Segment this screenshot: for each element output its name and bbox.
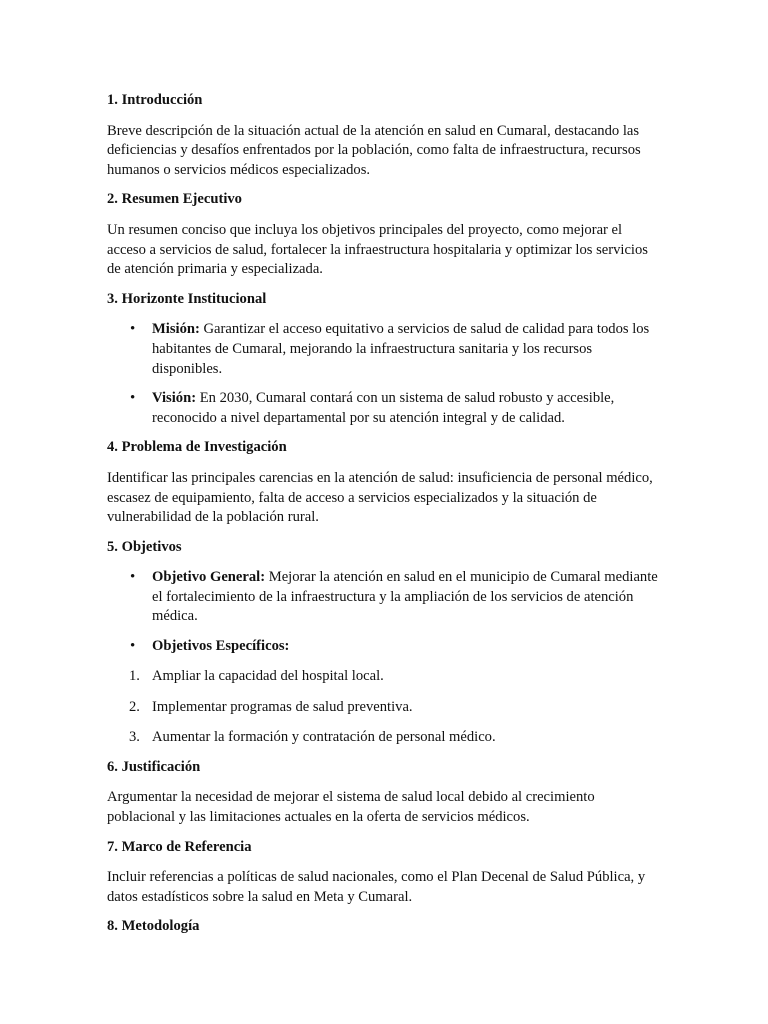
objetivos-bullet-list [107,568,662,748]
item-text: Ampliar la capacidad del hospital local. [152,668,384,685]
section-heading-justificacion: 6. Justificación [107,758,201,775]
section-text-justificacion: Argumentar la necesidad de mejorar el sistema de salud local debido al crecimiento poblacional y las limitaciones actuales en la oferta de servicios médicos. [107,789,595,826]
section-heading-horizonte-institucional: 3. Horizonte Institucional [107,290,267,307]
bullet-item-objetivo-general [152,568,662,627]
item-text: Implementar programas de salud preventiva. [152,698,413,715]
bullet-text-objetivo-general: Mejorar la atención en salud en el municipio de Cumaral mediante el fortalecimiento de la infraestructura y la ampliación de los servicios de atención médica. [152,569,658,625]
item-number: 1. [129,668,140,685]
section-text-marco-referencia: Incluir referencias a políticas de salud nacionales, como el Plan Decenal de Salud Pública, y datos estadísticos sobre la salud en Meta y Cumaral. [107,869,646,905]
bullet-text-mision: Garantizar el acceso equitativo a servicios de salud de calidad para todos los habitantes de Cumaral, mejorando la infraestructura sanitaria y los recursos disponibles. [152,321,650,377]
numbered-item [129,698,662,718]
bullet-text-vision: En 2030, Cumaral contará con un sistema de salud robusto y accesible, reconocido a nivel departamental por su atención integral y de calidad. [152,390,615,426]
section-heading-resumen-ejecutivo: 2. Resumen Ejecutivo [107,191,242,208]
bullet-label-objetivos-especificos: Objetivos Específicos: [152,638,290,655]
horizonte-bullet-list [107,320,662,428]
section-heading-introduccion: 1. Introducción [107,92,203,108]
document-page [107,91,662,948]
section-text-introduccion: Breve descripción de la situación actual de la atención en salud en Cumaral, destacando las deficiencias y desafíos enfrentados por la población, como falta de infraestructura, recursos humanos o servicios médicos especializados. [107,122,641,178]
bullet-label-objetivo-general: Objetivo General: [152,569,266,586]
numbered-item [129,728,662,748]
section-heading-problema: 4. Problema de Investigación [107,439,287,456]
section-heading-metodologia: 8. Metodología [107,918,200,935]
section-text-resumen-ejecutivo: Un resumen conciso que incluya los objetivos principales del proyecto, como mejorar el acceso a servicios de salud, fortalecer la infraestructura hospitalaria y optimizar los servicios de atención primaria y especializada. [107,221,648,278]
bullet-item-vision [152,389,662,428]
bullet-item-mision [152,320,662,379]
item-text: Aumentar la formación y contratación de personal médico. [152,729,496,746]
section-heading-marco-referencia: 7. Marco de Referencia [107,838,252,855]
section-heading-objetivos: 5. Objetivos [107,538,182,555]
bullet-label-vision: Visión: [152,390,197,407]
item-number: 2. [129,698,140,715]
objetivos-especificos-list [107,667,662,747]
bullet-item-objetivos-especificos [129,637,662,748]
bullet-label-mision: Misión: [152,321,200,338]
item-number: 3. [129,729,140,746]
section-text-problema: Identificar las principales carencias en la atención de salud: insuficiencia de personal médico, escasez de equipamiento, falta de acceso a servicios especializados y la situación de vulnerabilidad de la población rural. [107,469,653,526]
numbered-item [129,667,662,687]
